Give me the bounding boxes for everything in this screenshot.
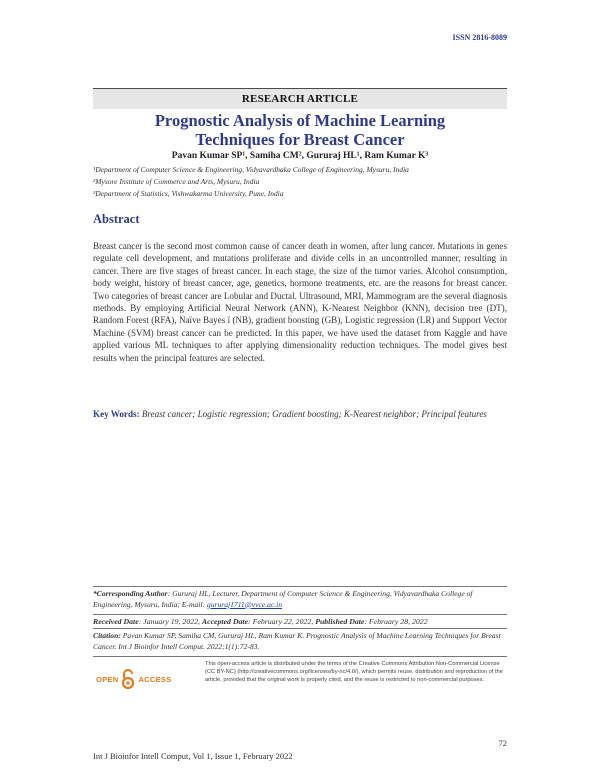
license-text: This open-access article is distributed under the terms of the Creative Commons Attribution Non-Commercial License (CC BY-NC) (http://creativecommons.org/licenses/by-nc/4.0/), which permits reuse, distribution and reproduction of the article, provided that the original work is properly cited, and the reuse is restricted to non-commercial purposes. (205, 661, 503, 683)
open-access-left-text: OPEN (96, 674, 119, 684)
keywords-label: Key Words: (93, 409, 140, 419)
citation-note (93, 631, 507, 652)
citation-divider (93, 628, 507, 629)
accepted-date: : February 22, 2022, (248, 617, 316, 626)
open-access-right-text: ACCESS (138, 674, 172, 684)
paper-title (93, 111, 507, 149)
keywords (93, 408, 507, 420)
corresponding-label: *Corresponding Author (93, 589, 168, 598)
article-type-band (93, 88, 507, 109)
corresponding-author-note (93, 589, 507, 610)
issn-label: ISSN 2816-8089 (452, 33, 507, 42)
citation-label: Citation: (93, 631, 121, 640)
page-number: 72 (498, 738, 507, 748)
article-type-label: RESEARCH ARTICLE (241, 93, 359, 105)
email-link[interactable]: gururaj1711@vvce.ac.in (206, 599, 283, 609)
received-label: Received Date (93, 617, 139, 626)
keywords-value: Breast cancer; Logistic regression; Gradient boosting; K-Nearest neighbor; Principal features (141, 409, 487, 419)
published-date: : February 28, 2022 (364, 617, 428, 626)
citation-text: Pavan Kumar SP, Samiha CM, Gururaj HL, Ram Kumar K. Prognostic Analysis of Machine Learning Techniques for Breast Cancer. Int J Bioinfor Intell Comput. 2022;1(1):72-83. (93, 631, 501, 651)
abstract-heading: Abstract (93, 212, 140, 226)
open-access-logo (96, 668, 200, 690)
journal-footer: Int J Bioinfor Intell Comput, Vol 1, Issue 1, February 2022 (93, 751, 293, 761)
footnote-divider (93, 586, 507, 587)
license-divider (93, 656, 507, 657)
affiliation-1: ¹Department of Computer Science & Engineering, Vidyavardhaka College of Engineering, Mysuru, India (93, 165, 409, 174)
title-line-2: Techniques for Breast Cancer (195, 130, 405, 149)
abstract-text: Breast cancer is the second most common cause of cancer death in women, after lung cancer. Mutations in genes regulate cell development, and mutations proliferate and divide cells in an uncontrolled manner, resulting in cancer. There are five stages of breast cancer. In each stage, the size of the tumor varies. Alcohol consumption, body weight, history of breast cancer, age, genetics, hormone treatments, etc. are the reasons for breast cancer. Two categories of breast cancer are Lobular and Ductal. Ultrasound, MRI, Mammogram are the several diagnosis methods. By employing Artificial Neural Network (ANN), K-Nearest Neighbor (KNN), decision tree (DT), Random Forest (RFA), Naïve Bayes ï (NB), gradient boosting (GB), Logistic regression (LR) and Support Vector Machine (SVM) breast cancer can be predicted. In this paper, we have used the dataset from Kaggle and have applied various ML techniques to after applying dimensionality reduction techniques. The model gives best results when the principal features are selected. (93, 241, 507, 363)
corresponding-text: : Gururaj HL, Lecturer, Department of Computer Science & Engineering, Vidyavardhaka College of Engineering, Mysuru, India; E-mail: (93, 589, 473, 609)
open-lock-icon (121, 669, 135, 689)
affiliation-3: ³Department of Statistics, Vishwakarma University, Pune, India (93, 189, 284, 198)
accepted-label: Accepted Date (201, 617, 249, 626)
author-list: Pavan Kumar SP¹, Samiha CM², Gururaj HL¹, Ram Kumar K³ (171, 151, 429, 161)
title-line-1: Prognostic Analysis of Machine Learning (154, 111, 446, 130)
published-label: Published Date (315, 617, 365, 626)
received-date: : January 19, 2022, (138, 617, 202, 626)
affiliation-2: ²Mysore Institute of Commerce and Arts, Mysuru, India (93, 177, 260, 186)
dates-divider (93, 614, 507, 615)
dates-line (93, 617, 507, 626)
